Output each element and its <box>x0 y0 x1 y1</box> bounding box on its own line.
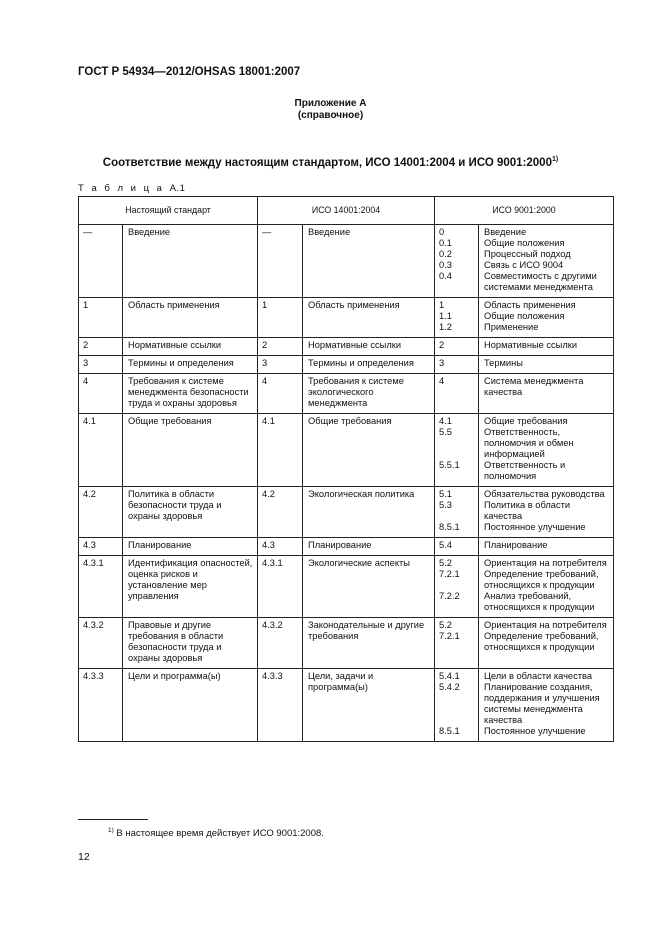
clause-title: Область применения <box>303 298 435 338</box>
correspondence-table <box>78 196 614 742</box>
iso9001-clause-number: 0.3 <box>439 260 452 270</box>
clause-title: Нормативные ссылки <box>123 338 258 356</box>
iso9001-clause-number: 7.2.1 <box>439 569 460 579</box>
iso9001-clause-title: Процессный подход <box>484 249 571 259</box>
clause-number: 4.3.2 <box>79 618 123 669</box>
clause-number: 2 <box>258 338 303 356</box>
clause-number: 4.1 <box>79 414 123 487</box>
clause-number: 4.3.2 <box>258 618 303 669</box>
iso9001-clause-number: 5.2 <box>439 558 452 568</box>
clause-number: — <box>79 225 123 298</box>
clause-number: 4.3.3 <box>258 669 303 742</box>
iso9001-clause-number: 5.3 <box>439 500 452 510</box>
clause-number: 4 <box>79 374 123 414</box>
clause-title: Экологическая политика <box>303 487 435 538</box>
annex-title: Приложение А <box>294 98 367 109</box>
table-row <box>79 487 614 538</box>
iso9001-clause-number: 5.2 <box>439 620 452 630</box>
clause-title-list <box>479 538 614 556</box>
iso9001-clause-title: Термины <box>484 358 523 368</box>
table-row <box>79 538 614 556</box>
iso9001-clause-title: Применение <box>484 322 539 332</box>
column-header: ИСО 14001:2004 <box>258 197 435 225</box>
table-row <box>79 374 614 414</box>
iso9001-clause-number: 0.1 <box>439 238 452 248</box>
clause-number-list <box>435 538 479 556</box>
table-row <box>79 618 614 669</box>
iso9001-clause-title: Общие положения <box>484 311 565 321</box>
clause-number: 4.3.1 <box>258 556 303 618</box>
iso9001-clause-number: 8.5.1 <box>439 522 460 532</box>
table-label-number: А.1 <box>169 183 186 194</box>
table-row <box>79 298 614 338</box>
clause-number: 4.3 <box>79 538 123 556</box>
footnote <box>108 827 324 839</box>
clause-title-list <box>479 556 614 618</box>
iso9001-clause-number: 0.2 <box>439 249 452 259</box>
clause-number-list <box>435 356 479 374</box>
clause-number: 4.3 <box>258 538 303 556</box>
clause-title: Область применения <box>123 298 258 338</box>
iso9001-clause-title: Совместимость с другими системами менеджмента <box>484 271 597 292</box>
clause-title: Нормативные ссылки <box>303 338 435 356</box>
annex-note: (справочное) <box>297 110 364 121</box>
clause-number: 4.3.1 <box>79 556 123 618</box>
clause-title-list <box>479 487 614 538</box>
clause-number-list <box>435 338 479 356</box>
clause-number: 4.2 <box>258 487 303 538</box>
clause-title: Введение <box>123 225 258 298</box>
iso9001-clause-number: 0 <box>439 227 445 237</box>
iso9001-clause-number: 8.5.1 <box>439 726 460 736</box>
table-body <box>79 197 614 742</box>
clause-title-list <box>479 356 614 374</box>
clause-title: Правовые и другие требования в области безопасности труда и охраны здоровья <box>123 618 258 669</box>
clause-number: 1 <box>258 298 303 338</box>
clause-title-list <box>479 225 614 298</box>
table-heading-text: Соответствие между настоящим стандартом, ИСО 14001:2004 и ИСО 9001:2000 <box>102 156 552 169</box>
column-header: ИСО 9001:2000 <box>435 197 614 225</box>
table-row <box>79 356 614 374</box>
iso9001-clause-number: 5.4.1 <box>439 671 460 681</box>
iso9001-clause-title: Цели в области качества <box>484 671 592 681</box>
clause-title-list <box>479 374 614 414</box>
clause-title-list <box>479 414 614 487</box>
iso9001-clause-number: 7.2.1 <box>439 631 460 641</box>
clause-title: Цели и программа(ы) <box>123 669 258 742</box>
clause-number: — <box>258 225 303 298</box>
footnote-mark: 1) <box>108 827 114 834</box>
iso9001-clause-title: Связь с ИСО 9004 <box>484 260 564 270</box>
iso9001-clause-title: Ответственность, полномочия и обмен информацией <box>484 427 574 459</box>
footnote-text: В настоящее время действует ИСО 9001:2008. <box>116 828 324 840</box>
clause-title: Требования к системе менеджмента безопасности труда и охраны здоровья <box>123 374 258 414</box>
page-number: 12 <box>78 851 90 863</box>
iso9001-clause-title: Введение <box>484 227 527 237</box>
iso9001-clause-title: Политика в области качества <box>484 500 571 521</box>
clause-title: Цели, задачи и программа(ы) <box>303 669 435 742</box>
document-code: ГОСТ Р 54934—2012/OHSAS 18001:2007 <box>78 66 301 78</box>
iso9001-clause-title: Обязательства руководства <box>484 489 605 499</box>
clause-title-list <box>479 298 614 338</box>
iso9001-clause-title: Определение требований, относящихся к продукции <box>484 631 599 652</box>
clause-title: Введение <box>303 225 435 298</box>
table-header-row <box>79 197 614 225</box>
clause-title-list <box>479 338 614 356</box>
iso9001-clause-number: 5.1 <box>439 489 452 499</box>
clause-title: Планирование <box>123 538 258 556</box>
clause-number-list <box>435 298 479 338</box>
clause-title-list <box>479 669 614 742</box>
table-row <box>79 669 614 742</box>
iso9001-clause-number: 1 <box>439 300 445 310</box>
clause-title: Идентификация опасностей, оценка рисков и установление мер управления <box>123 556 258 618</box>
table-row <box>79 338 614 356</box>
iso9001-clause-title: Планирование <box>484 540 548 550</box>
iso9001-clause-number: 4.1 <box>439 416 452 426</box>
clause-number: 3 <box>79 356 123 374</box>
clause-title: Экологические аспекты <box>303 556 435 618</box>
iso9001-clause-number: 2 <box>439 340 445 350</box>
clause-number: 4 <box>258 374 303 414</box>
iso9001-clause-title: Общие положения <box>484 238 565 248</box>
iso9001-clause-number: 0.4 <box>439 271 452 281</box>
table-heading <box>0 156 661 169</box>
clause-title: Термины и определения <box>303 356 435 374</box>
clause-title: Требования к системе экологического менеджмента <box>303 374 435 414</box>
iso9001-clause-title: Ориентация на потребителя <box>484 558 607 568</box>
clause-number-list <box>435 487 479 538</box>
table-row <box>79 225 614 298</box>
footnote-divider <box>78 819 148 820</box>
clause-number: 3 <box>258 356 303 374</box>
iso9001-clause-title: Система менеджмента качества <box>484 376 584 397</box>
clause-title: Общие требования <box>303 414 435 487</box>
footnote-mark: 1) <box>551 156 559 163</box>
iso9001-clause-title: Ответственность и полномочия <box>484 460 566 481</box>
clause-number: 4.2 <box>79 487 123 538</box>
clause-title: Планирование <box>303 538 435 556</box>
iso9001-clause-title: Нормативные ссылки <box>484 340 578 350</box>
clause-title: Термины и определения <box>123 356 258 374</box>
iso9001-clause-title: Постоянное улучшение <box>484 726 586 736</box>
clause-number: 4.3.3 <box>79 669 123 742</box>
clause-number-list <box>435 374 479 414</box>
iso9001-clause-number: 1.2 <box>439 322 452 332</box>
iso9001-clause-title: Общие требования <box>484 416 568 426</box>
iso9001-clause-title: Область применения <box>484 300 576 310</box>
iso9001-clause-title: Анализ требований, относящихся к продукции <box>484 591 595 612</box>
clause-number-list <box>435 618 479 669</box>
table-label <box>78 183 185 194</box>
iso9001-clause-number: 5.4 <box>439 540 452 550</box>
iso9001-clause-title: Определение требований, относящихся к продукции <box>484 569 599 590</box>
clause-number-list <box>435 669 479 742</box>
table-row <box>79 556 614 618</box>
clause-number-list <box>435 414 479 487</box>
clause-number: 2 <box>79 338 123 356</box>
iso9001-clause-number: 4 <box>439 376 445 386</box>
clause-title: Общие требования <box>123 414 258 487</box>
table-label-word: Т а б л и ц а <box>78 183 165 194</box>
iso9001-clause-title: Планирование создания, поддержания и улучшения системы менеджмента качества <box>484 682 600 725</box>
iso9001-clause-number: 3 <box>439 358 445 368</box>
iso9001-clause-number: 5.4.2 <box>439 682 460 692</box>
clause-title: Законодательные и другие требования <box>303 618 435 669</box>
iso9001-clause-number: 5.5 <box>439 427 452 437</box>
clause-number: 4.1 <box>258 414 303 487</box>
iso9001-clause-number: 5.5.1 <box>439 460 460 470</box>
iso9001-clause-number: 7.2.2 <box>439 591 460 601</box>
clause-number-list <box>435 556 479 618</box>
iso9001-clause-title: Постоянное улучшение <box>484 522 586 532</box>
table-row <box>79 414 614 487</box>
clause-number: 1 <box>79 298 123 338</box>
clause-number-list <box>435 225 479 298</box>
clause-title-list <box>479 618 614 669</box>
column-header: Настоящий стандарт <box>79 197 258 225</box>
iso9001-clause-number: 1.1 <box>439 311 452 321</box>
clause-title: Политика в области безопасности труда и охраны здоровья <box>123 487 258 538</box>
iso9001-clause-title: Ориентация на потребителя <box>484 620 607 630</box>
